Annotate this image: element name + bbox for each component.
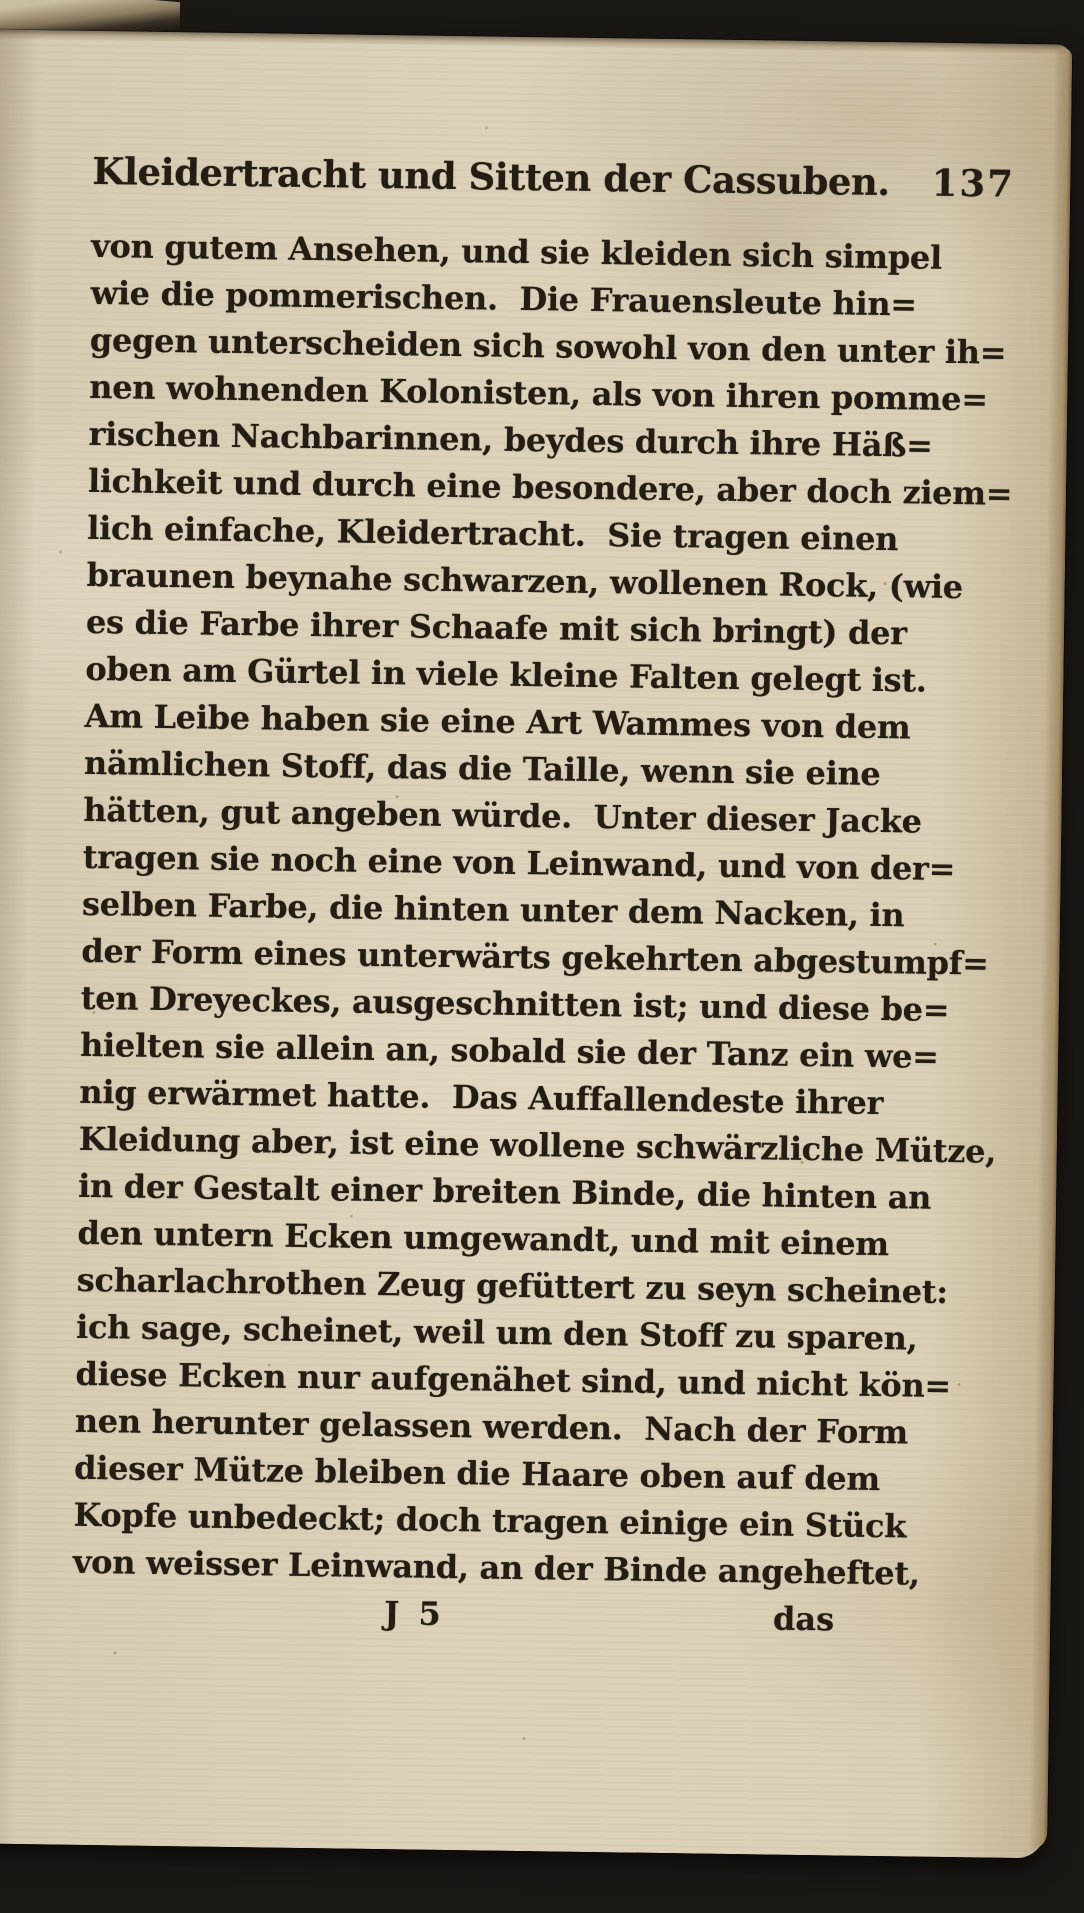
text-line: den untern Ecken umgewandt, und mit einem (77, 1213, 890, 1264)
text-line: von weisser Leinwand, an der Binde angeheftet, (72, 1542, 920, 1593)
text-line: braunen beynahe schwarzen, wollenen Rock, (wie (86, 555, 964, 607)
text-line: rischen Nachbarinnen, beydes durch ihre Häß= (88, 414, 933, 465)
text-line: ich sage, scheinet, weil um den Stoff zu sparen, (75, 1307, 918, 1358)
text-line: gegen unterscheiden sich sowohl von den unter ih= (89, 320, 1007, 372)
text-line: Am Leibe haben sie eine Art Wammes von dem (84, 696, 911, 747)
text-line: tragen sie noch eine von Leinwand, und von der= (82, 837, 956, 889)
text-line: oben am Gürtel in viele kleine Falten gelegt ist. (85, 649, 927, 700)
signature-mark: J 5 (383, 1594, 446, 1633)
text-line: hielten sie allein an, sobald sie der Tanz ein we= (79, 1025, 939, 1076)
text-line: in der Gestalt einer breiten Binde, die hinten an (77, 1166, 932, 1217)
body-text (72, 223, 1013, 1598)
catchword: das (772, 1599, 835, 1639)
text-line: diese Ecken nur aufgenähet sind, und nicht kön= (75, 1354, 952, 1406)
text-line: nen wohnenden Kolonisten, als von ihren pomme= (89, 367, 989, 419)
page-header (92, 148, 1016, 206)
text-line: dieser Mütze bleiben die Haare oben auf dem (73, 1448, 881, 1499)
text-line: lich einfache, Kleidertracht. Sie tragen einen (87, 508, 899, 559)
text-line: nämlichen Stoff, das die Taille, wenn sie eine (83, 743, 881, 793)
text-line: ten Dreyeckes, ausgeschnitten ist; und diese be= (80, 978, 950, 1029)
running-title: Kleidertracht und Sitten der Cassuben. (92, 148, 891, 205)
text-line: selben Farbe, die hinten unter dem Nacken, in (81, 884, 905, 935)
text-line: hätten, gut angeben würde. Unter dieser Jacke (83, 790, 922, 841)
text-line: nen herunter gelassen werden. Nach der Form (74, 1401, 909, 1452)
text-line: von gutem Ansehen, und sie kleiden sich simpel (91, 226, 943, 277)
text-line: es die Farbe ihrer Schaafe mit sich bringt) der (85, 602, 908, 653)
page-fore-edge (1029, 48, 1072, 1850)
text-line: Kopfe unbedeckt; doch tragen einige ein Stück (73, 1495, 907, 1546)
text-line: nig erwärmet hatte. Das Auffallendeste ihrer (79, 1072, 884, 1123)
book-page (0, 29, 1072, 1858)
text-line: scharlachrothen Zeug gefüttert zu seyn scheinet: (76, 1260, 949, 1311)
page-content (72, 148, 1016, 1645)
page-number: 137 (931, 160, 1016, 206)
text-line: lichkeit und durch eine besondere, aber doch ziem= (87, 461, 1013, 513)
gutter-shadow (0, 29, 42, 1844)
text-line: Kleidung aber, ist eine wollene schwärzliche Mütze, (78, 1119, 997, 1171)
text-line: der Form eines unterwärts gekehrten abgestumpf= (81, 931, 989, 983)
text-line: wie die pommerischen. Die Frauensleute hin= (90, 273, 918, 324)
